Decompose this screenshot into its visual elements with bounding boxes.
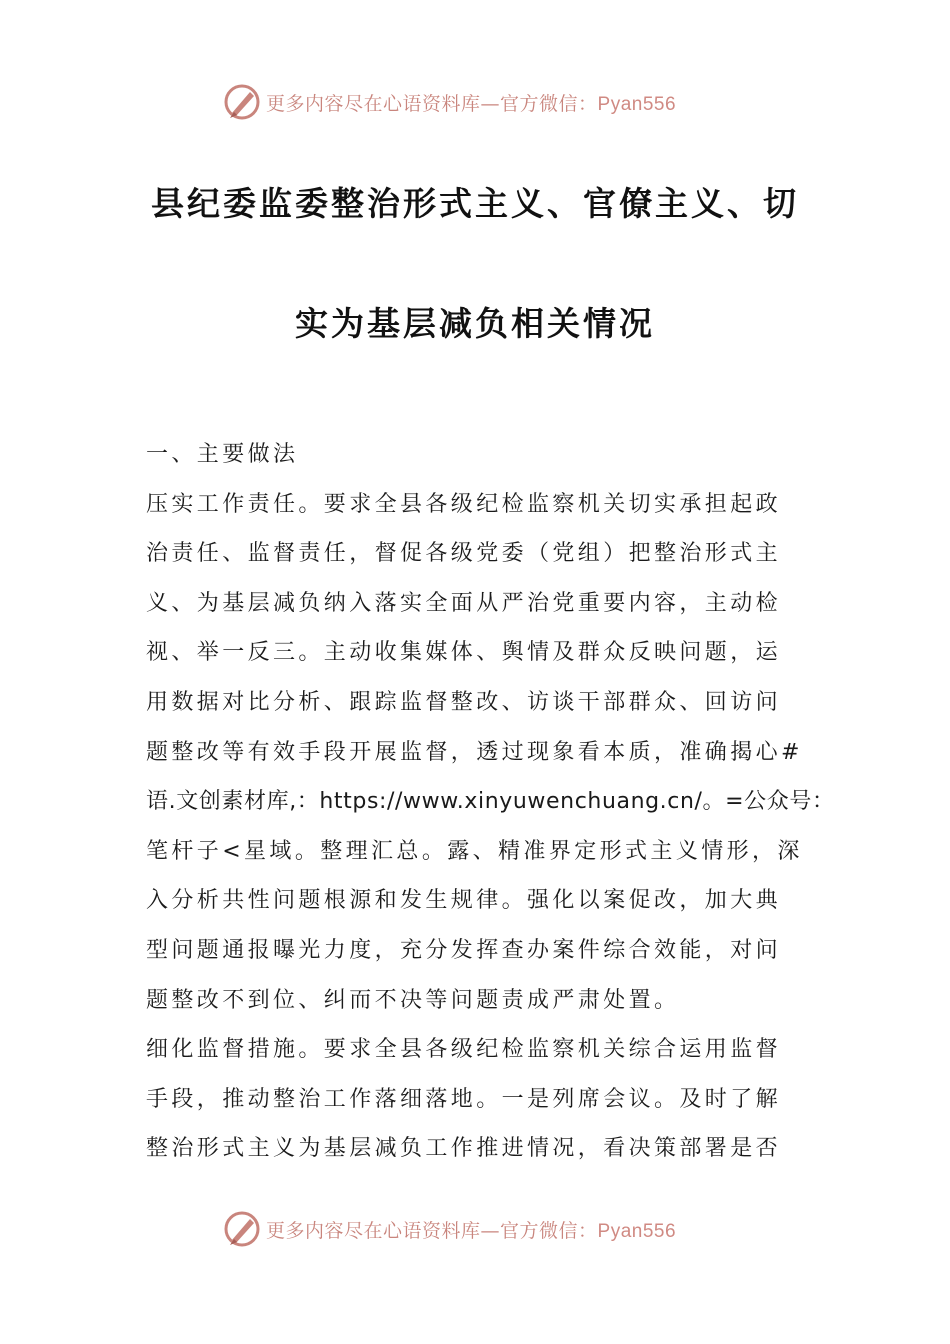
document-title-line-1: 县纪委监委整治形式主义、官僚主义、切 [151, 184, 799, 223]
document-title-line-2: 实为基层减负相关情况 [295, 304, 655, 343]
body-line: 题整改不到位、纠而不决等问题责成严肃处置。 [146, 987, 680, 1013]
footer-watermark [222, 1207, 742, 1251]
body-line: 压实工作责任。要求全县各级纪检监察机关切实承担起政 [146, 491, 782, 517]
body-line: 入分析共性问题根源和发生规律。强化以案促改，加大典 [146, 888, 782, 914]
watermark-text: 更多内容尽在心语资料库—官方微信： [266, 92, 598, 115]
body-line: 视、举一反三。主动收集媒体、舆情及群众反映问题，运 [146, 640, 782, 666]
pen-logo-icon [222, 1209, 262, 1249]
watermark-wechat: Pyan556 [597, 93, 677, 115]
body-line: 用数据对比分析、跟踪监督整改、访谈干部群众、回访问 [146, 689, 782, 715]
body-line: 题整改等有效手段开展监督，透过现象看本质，准确揭心# [146, 739, 803, 765]
section-heading: 一、主要做法 [146, 442, 299, 467]
body-line: 细化监督措施。要求全县各级纪检监察机关综合运用监督 [146, 1037, 782, 1063]
body-line: 义、为基层减负纳入落实全面从严治党重要内容，主动检 [146, 590, 782, 616]
body-line: 笔杆子<星域。整理汇总。露、精准界定形式主义情形，深 [146, 838, 803, 864]
body-line-url: 语.文创素材库,：https://www.xinyuwenchuang.cn/。=公众号： [146, 789, 835, 815]
pen-logo-icon [222, 82, 262, 122]
document-body [146, 430, 835, 1174]
body-line: 治责任、监督责任，督促各级党委（党组）把整治形式主 [146, 541, 782, 567]
body-line: 手段，推动整治工作落细落地。一是列席会议。及时了解 [146, 1086, 782, 1112]
header-watermark [222, 80, 742, 124]
body-line: 整治形式主义为基层减负工作推进情况，看决策部署是否 [146, 1136, 782, 1162]
watermark-text: 更多内容尽在心语资料库—官方微信： [266, 1219, 598, 1242]
body-line: 型问题通报曝光力度，充分发挥查办案件综合效能，对问 [146, 937, 782, 963]
watermark-wechat: Pyan556 [597, 1220, 677, 1242]
